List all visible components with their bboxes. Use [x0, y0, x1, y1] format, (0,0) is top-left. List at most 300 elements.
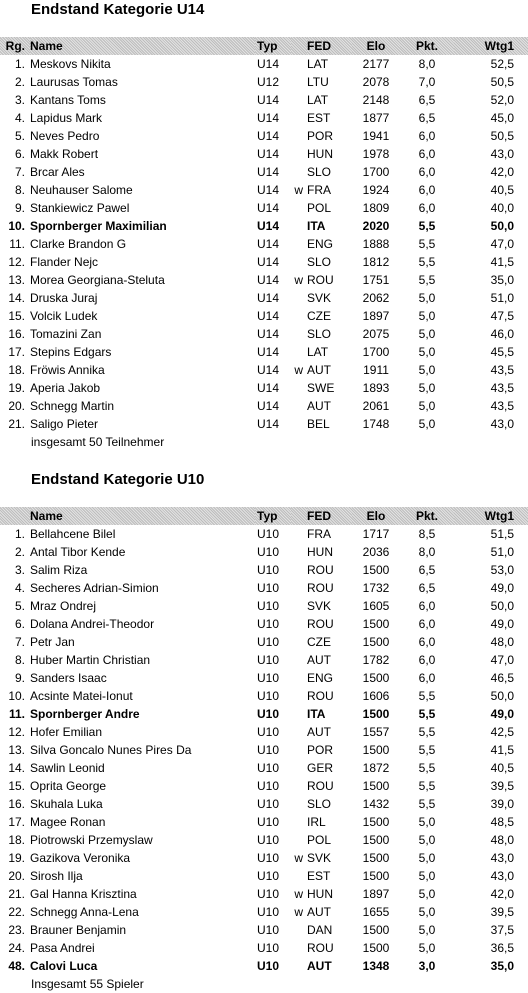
category-cell: U14	[257, 147, 280, 161]
points-cell: 5,5	[418, 689, 436, 703]
category-cell: U14	[257, 111, 280, 125]
rank-cell: 5.	[14, 129, 25, 143]
sex-cell	[291, 921, 307, 939]
federation-cell: IRL	[307, 815, 326, 829]
type-header: Typ	[255, 37, 291, 55]
sex-cell	[291, 741, 307, 759]
rank-cell: 18.	[8, 363, 25, 377]
table-row	[0, 379, 528, 397]
elo-header: Elo	[352, 507, 400, 525]
rank-cell: 19.	[8, 381, 25, 395]
u10-title: Endstand Kategorie U10	[31, 471, 205, 488]
tiebreak-cell: 42,0	[490, 887, 514, 901]
points-cell: 6,0	[418, 165, 436, 179]
rank-cell: 6.	[14, 147, 25, 161]
category-cell: U12	[257, 75, 280, 89]
federation-cell: ROU	[307, 617, 334, 631]
player-name: Fröwis Annika	[30, 363, 105, 377]
player-name: Flander Nejc	[30, 255, 99, 269]
rank-cell: 11.	[8, 707, 25, 721]
rank-cell: 16.	[8, 797, 25, 811]
table-row	[0, 849, 528, 867]
tiebreak-header: Wtg1	[454, 37, 528, 55]
points-cell: 6,0	[418, 183, 436, 197]
federation-cell: SLO	[307, 255, 332, 269]
category-cell: U14	[257, 309, 280, 323]
table-row	[0, 199, 528, 217]
player-name: Volcik Ludek	[30, 309, 98, 323]
table-row	[0, 813, 528, 831]
elo-cell: 1888	[362, 237, 390, 251]
elo-cell: 1782	[362, 653, 390, 667]
category-cell: U14	[257, 417, 280, 431]
elo-cell: 2036	[362, 545, 390, 559]
rank-cell: 7.	[14, 165, 25, 179]
sex-cell	[291, 145, 307, 163]
category-cell: U14	[257, 201, 280, 215]
points-cell: 6,0	[418, 671, 436, 685]
tiebreak-cell: 53,0	[490, 563, 514, 577]
sex-cell	[291, 939, 307, 957]
elo-cell: 1605	[362, 599, 390, 613]
category-cell: U10	[257, 635, 280, 649]
player-name: Morea Georgiana-Steluta	[30, 273, 165, 287]
player-name: Clarke Brandon G	[30, 237, 127, 251]
category-cell: U10	[257, 905, 280, 919]
category-cell: U14	[257, 255, 280, 269]
sex-cell	[291, 831, 307, 849]
points-cell: 5,0	[418, 309, 436, 323]
category-cell: U14	[257, 165, 280, 179]
table-row	[0, 669, 528, 687]
rank-cell: 9.	[14, 201, 25, 215]
sex-cell	[291, 957, 307, 975]
sex-cell	[291, 199, 307, 217]
sex-cell	[291, 867, 307, 885]
points-cell: 5,5	[418, 237, 436, 251]
rank-cell: 9.	[14, 671, 25, 685]
u14-standings-table	[0, 37, 528, 433]
federation-cell: CZE	[307, 635, 331, 649]
table-row	[0, 289, 528, 307]
sex-cell	[291, 343, 307, 361]
federation-cell: DAN	[307, 923, 333, 937]
table-row	[0, 561, 528, 579]
tiebreak-cell: 50,5	[490, 129, 514, 143]
sex-cell	[291, 723, 307, 741]
points-cell: 5,0	[418, 869, 436, 883]
category-cell: U10	[257, 599, 280, 613]
player-name: Makk Robert	[30, 147, 99, 161]
tiebreak-cell: 50,0	[490, 599, 514, 613]
rank-cell: 1.	[14, 57, 25, 71]
rank-cell: 18.	[8, 833, 25, 847]
player-name: Neves Pedro	[30, 129, 100, 143]
sex-cell	[291, 561, 307, 579]
table-row	[0, 579, 528, 597]
points-header: Pkt.	[400, 37, 454, 55]
federation-cell: BEL	[307, 417, 330, 431]
player-name: Druska Juraj	[30, 291, 98, 305]
points-cell: 6,5	[418, 111, 436, 125]
sex-header	[291, 37, 307, 55]
table-row	[0, 777, 528, 795]
tiebreak-cell: 35,0	[490, 273, 514, 287]
federation-cell: HUN	[307, 887, 333, 901]
player-name: Secheres Adrian-Simion	[30, 581, 159, 595]
rank-cell: 5.	[14, 599, 25, 613]
table-row	[0, 957, 528, 975]
tiebreak-cell: 51,0	[490, 545, 514, 559]
elo-cell: 1500	[362, 563, 390, 577]
elo-cell: 1911	[363, 363, 389, 377]
u10-header-row	[0, 507, 528, 525]
table-row	[0, 235, 528, 253]
rank-cell: 21.	[8, 887, 25, 901]
sex-cell	[291, 633, 307, 651]
table-row	[0, 687, 528, 705]
player-name: Brauner Benjamin	[30, 923, 127, 937]
federation-cell: LAT	[307, 345, 329, 359]
sex-header	[291, 507, 307, 525]
category-cell: U14	[257, 219, 280, 233]
u14-participant-count: insgesamt 50 Teilnehmer	[31, 435, 165, 449]
federation-cell: FRA	[307, 527, 331, 541]
elo-cell: 1500	[362, 743, 390, 757]
tiebreak-cell: 42,5	[490, 725, 514, 739]
category-cell: U10	[257, 887, 280, 901]
points-cell: 6,0	[418, 201, 436, 215]
tiebreak-cell: 39,0	[490, 797, 514, 811]
sex-cell: w	[294, 887, 303, 901]
federation-cell: CZE	[307, 309, 331, 323]
player-name: Bellahcene Bilel	[30, 527, 116, 541]
elo-cell: 1500	[362, 671, 390, 685]
sex-cell	[291, 55, 307, 73]
elo-cell: 1897	[362, 887, 390, 901]
elo-cell: 1809	[362, 201, 390, 215]
table-row	[0, 543, 528, 561]
points-cell: 6,0	[418, 599, 436, 613]
category-cell: U10	[257, 779, 280, 793]
category-cell: U14	[257, 93, 280, 107]
sex-cell	[291, 379, 307, 397]
category-cell: U10	[257, 851, 280, 865]
points-cell: 5,0	[418, 399, 436, 413]
elo-cell: 1500	[362, 815, 390, 829]
elo-cell: 1812	[362, 255, 390, 269]
type-header: Typ	[255, 507, 291, 525]
points-cell: 6,0	[418, 617, 436, 631]
federation-cell: AUT	[307, 959, 332, 973]
rank-cell: 1.	[14, 527, 25, 541]
sex-cell	[291, 705, 307, 723]
points-cell: 7,0	[418, 75, 436, 89]
elo-cell: 1500	[362, 851, 390, 865]
table-row	[0, 307, 528, 325]
points-cell: 6,0	[418, 147, 436, 161]
sex-cell	[291, 397, 307, 415]
sex-cell	[291, 163, 307, 181]
federation-cell: SVK	[307, 291, 332, 305]
points-cell: 6,0	[418, 635, 436, 649]
table-row	[0, 597, 528, 615]
federation-cell: LAT	[307, 57, 329, 71]
elo-cell: 2062	[362, 291, 390, 305]
category-cell: U10	[257, 707, 280, 721]
points-cell: 8,0	[418, 545, 436, 559]
rank-cell: 17.	[8, 345, 25, 359]
table-row	[0, 633, 528, 651]
tiebreak-cell: 46,0	[490, 327, 514, 341]
player-name: Salim Riza	[30, 563, 88, 577]
player-name: Gal Hanna Krisztina	[30, 887, 137, 901]
sex-cell	[291, 109, 307, 127]
tiebreak-cell: 50,0	[490, 689, 514, 703]
player-name: Neuhauser Salome	[30, 183, 133, 197]
category-cell: U10	[257, 959, 280, 973]
category-cell: U14	[257, 57, 280, 71]
u10-participant-count: Insgesamt 55 Spieler	[31, 977, 144, 991]
elo-cell: 1700	[362, 345, 390, 359]
sex-cell	[291, 579, 307, 597]
category-cell: U10	[257, 527, 280, 541]
player-name: Huber Martin Christian	[30, 653, 151, 667]
elo-cell: 2148	[362, 93, 390, 107]
sex-cell	[291, 525, 307, 543]
player-name: Gazikova Veronika	[30, 851, 131, 865]
tiebreak-cell: 52,5	[490, 57, 514, 71]
federation-cell: ROU	[307, 581, 334, 595]
tiebreak-cell: 43,0	[490, 417, 514, 431]
rank-cell: 3.	[14, 93, 25, 107]
elo-cell: 2075	[362, 327, 390, 341]
player-name: Laurusas Tomas	[30, 75, 118, 89]
category-cell: U10	[257, 923, 280, 937]
u14-header-row	[0, 37, 528, 55]
sex-cell	[291, 597, 307, 615]
tiebreak-cell: 43,5	[490, 399, 514, 413]
category-cell: U10	[257, 815, 280, 829]
elo-cell: 2078	[362, 75, 390, 89]
elo-cell: 1872	[362, 761, 390, 775]
category-cell: U10	[257, 563, 280, 577]
federation-cell: ITA	[307, 219, 326, 233]
sex-cell	[291, 651, 307, 669]
sex-cell	[291, 543, 307, 561]
sex-cell	[291, 669, 307, 687]
category-cell: U14	[257, 381, 280, 395]
federation-header: FED	[307, 507, 352, 525]
tiebreak-cell: 50,5	[490, 75, 514, 89]
player-name: Sirosh Ilja	[30, 869, 83, 883]
sex-cell	[291, 325, 307, 343]
table-row	[0, 795, 528, 813]
table-row	[0, 741, 528, 759]
tiebreak-cell: 45,0	[490, 111, 514, 125]
federation-cell: ROU	[307, 273, 334, 287]
tiebreak-cell: 40,0	[490, 201, 514, 215]
player-name: Aperia Jakob	[30, 381, 101, 395]
points-cell: 5,0	[418, 417, 436, 431]
tiebreak-cell: 40,5	[490, 761, 514, 775]
player-name: Kantans Toms	[30, 93, 106, 107]
table-row	[0, 91, 528, 109]
elo-cell: 1557	[362, 725, 390, 739]
rank-cell: 2.	[14, 545, 25, 559]
rank-header: Rg.	[0, 37, 30, 55]
tiebreak-cell: 51,0	[490, 291, 514, 305]
federation-cell: EST	[307, 111, 331, 125]
tiebreak-cell: 41,5	[490, 743, 514, 757]
player-name: Lapidus Mark	[30, 111, 103, 125]
federation-cell: AUT	[307, 653, 331, 667]
table-row	[0, 921, 528, 939]
u14-table-body	[0, 55, 528, 433]
category-cell: U10	[257, 797, 280, 811]
player-name: Schnegg Martin	[30, 399, 115, 413]
category-cell: U14	[257, 291, 280, 305]
points-cell: 5,0	[418, 923, 436, 937]
elo-cell: 1978	[362, 147, 390, 161]
player-name: Petr Jan	[30, 635, 75, 649]
table-row	[0, 163, 528, 181]
sex-cell: w	[294, 363, 303, 377]
elo-cell: 1748	[362, 417, 390, 431]
elo-cell: 1500	[362, 923, 390, 937]
tiebreak-cell: 47,0	[490, 653, 514, 667]
points-cell: 6,0	[418, 653, 436, 667]
player-name: Mraz Ondrej	[30, 599, 97, 613]
elo-cell: 2177	[362, 57, 390, 71]
tiebreak-cell: 40,5	[490, 183, 514, 197]
elo-cell: 1700	[362, 165, 390, 179]
player-name: Meskovs Nikita	[30, 57, 111, 71]
elo-cell: 1500	[362, 833, 390, 847]
rank-cell: 6.	[14, 617, 25, 631]
elo-cell: 2061	[362, 399, 390, 413]
rank-cell: 14.	[8, 761, 25, 775]
u10-standings-table	[0, 507, 528, 975]
elo-cell: 1500	[362, 635, 390, 649]
category-cell: U10	[257, 617, 280, 631]
table-row	[0, 127, 528, 145]
points-cell: 3,0	[418, 959, 436, 973]
points-cell: 5,0	[418, 905, 436, 919]
elo-cell: 1941	[362, 129, 390, 143]
points-cell: 6,5	[418, 581, 436, 595]
category-cell: U10	[257, 671, 280, 685]
category-cell: U10	[257, 581, 280, 595]
points-cell: 5,5	[418, 273, 436, 287]
sex-cell	[291, 91, 307, 109]
tiebreak-cell: 43,0	[490, 147, 514, 161]
player-name: Calovi Luca	[30, 959, 98, 973]
u10-table-body	[0, 525, 528, 975]
table-row	[0, 525, 528, 543]
sex-cell	[291, 777, 307, 795]
rank-cell: 24.	[8, 941, 25, 955]
player-name: Oprita George	[30, 779, 107, 793]
rank-cell: 8.	[14, 183, 25, 197]
category-cell: U10	[257, 743, 280, 757]
elo-cell: 2020	[362, 219, 390, 233]
player-name: Spornberger Andre	[30, 707, 140, 721]
player-name: Piotrowski Przemyslaw	[30, 833, 153, 847]
rank-cell: 11.	[9, 237, 25, 251]
player-name: Spornberger Maximilian	[30, 219, 167, 233]
tiebreak-cell: 47,0	[490, 237, 514, 251]
rank-cell: 4.	[14, 581, 25, 595]
tiebreak-cell: 46,5	[490, 671, 514, 685]
federation-cell: SVK	[307, 599, 332, 613]
tiebreak-cell: 35,0	[490, 959, 514, 973]
federation-cell: GER	[307, 761, 334, 775]
federation-cell: SLO	[307, 165, 332, 179]
points-cell: 5,5	[418, 219, 436, 233]
table-row	[0, 109, 528, 127]
points-cell: 8,5	[418, 527, 436, 541]
category-cell: U10	[257, 689, 280, 703]
federation-cell: ENG	[307, 237, 334, 251]
elo-cell: 1500	[362, 707, 390, 721]
table-row	[0, 55, 528, 73]
federation-cell: ROU	[307, 779, 334, 793]
player-name: Skuhala Luka	[30, 797, 103, 811]
points-cell: 5,0	[418, 941, 436, 955]
table-row	[0, 253, 528, 271]
player-name: Stankiewicz Pawel	[30, 201, 130, 215]
points-cell: 6,5	[418, 93, 436, 107]
federation-cell: LAT	[307, 93, 329, 107]
category-cell: U10	[257, 725, 280, 739]
federation-cell: FRA	[307, 183, 331, 197]
rank-cell: 21.	[8, 417, 25, 431]
category-cell: U14	[257, 273, 280, 287]
sex-cell	[291, 235, 307, 253]
points-cell: 5,0	[418, 381, 436, 395]
elo-cell: 1500	[362, 869, 390, 883]
elo-cell: 1432	[362, 797, 390, 811]
tiebreak-cell: 43,0	[490, 851, 514, 865]
table-row	[0, 939, 528, 957]
rank-cell: 19.	[8, 851, 25, 865]
tiebreak-cell: 51,5	[490, 527, 514, 541]
points-cell: 5,0	[418, 291, 436, 305]
table-row	[0, 145, 528, 163]
elo-cell: 1500	[362, 941, 390, 955]
tiebreak-cell: 49,0	[490, 617, 514, 631]
federation-cell: SLO	[307, 327, 332, 341]
points-cell: 5,5	[418, 779, 436, 793]
category-cell: U10	[257, 653, 280, 667]
points-cell: 5,5	[418, 743, 436, 757]
tiebreak-cell: 48,0	[490, 635, 514, 649]
table-row	[0, 73, 528, 91]
player-name: Hofer Emilian	[30, 725, 103, 739]
elo-cell: 1606	[362, 689, 390, 703]
federation-cell: HUN	[307, 147, 333, 161]
table-row	[0, 217, 528, 235]
category-cell: U14	[257, 345, 280, 359]
federation-cell: SLO	[307, 797, 332, 811]
table-row	[0, 615, 528, 633]
tiebreak-cell: 37,5	[490, 923, 514, 937]
tiebreak-cell: 49,0	[490, 707, 514, 721]
federation-cell: AUT	[307, 363, 331, 377]
tiebreak-cell: 52,0	[490, 93, 514, 107]
sex-cell	[291, 127, 307, 145]
